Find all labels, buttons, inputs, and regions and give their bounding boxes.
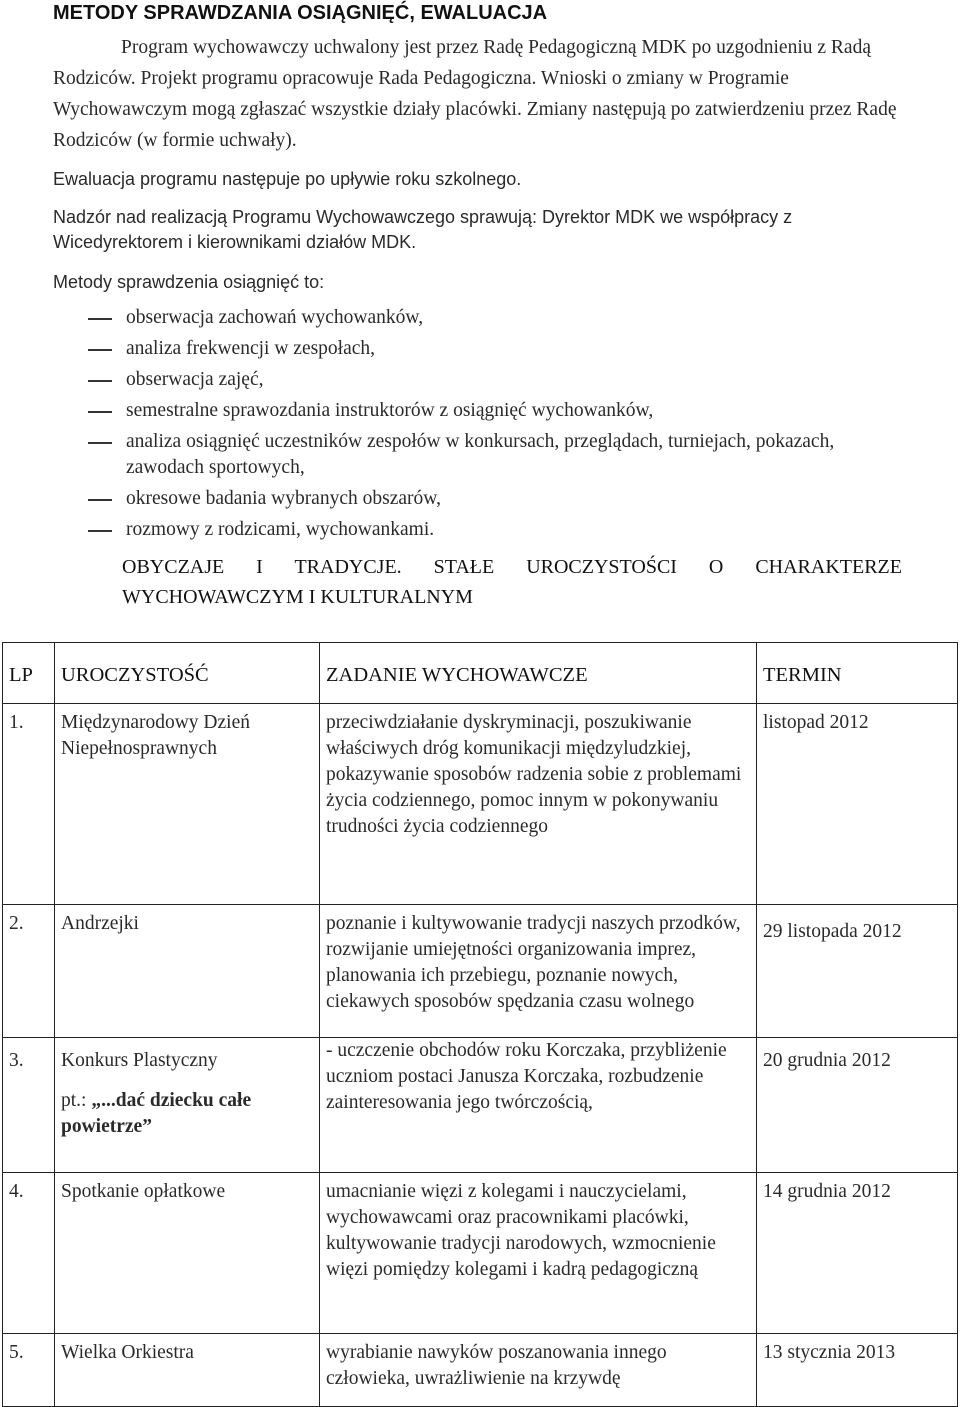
row-term: 14 grudnia 2012 <box>757 1173 958 1334</box>
list-item: okresowe badania wybranych obszarów, <box>126 488 441 509</box>
row-lp: 1. <box>3 704 55 905</box>
evaluation-paragraph: Ewaluacja programu następuje po upływie roku szkolnego. <box>53 169 522 189</box>
list-item: rozmowy z rodzicami, wychowankami. <box>126 519 435 540</box>
row-term-text: 29 listopada 2012 <box>763 921 902 942</box>
program-paragraph <box>53 32 913 156</box>
row-term: listopad 2012 <box>757 704 958 905</box>
list-item: obserwacja zajęć, <box>126 369 264 390</box>
table-row <box>3 1334 958 1407</box>
row-task: poznanie i kultywowanie tradycji naszych przodków, rozwijanie umiejętności organizowania imprez, planowania ich przebiegu, poznanie nowych, ciekawych sposobów spędzania czasu wolnego <box>320 905 757 1038</box>
table-row <box>3 1173 958 1334</box>
list-item: analiza frekwencji w zespołach, <box>126 338 376 359</box>
row-task: przeciwdziałanie dyskryminacji, poszukiwanie właściwych dróg komunikacji międzyludzkiej, pokazywanie sposobów radzenia sobie z problemami życia codziennego, pomoc innym w pokonywaniu trudności życia codziennego <box>320 704 757 905</box>
header-term: TERMIN <box>757 643 958 704</box>
row-term <box>757 905 958 1038</box>
row-event-note: pt.: „...dać dziecku całe powietrze” <box>61 1090 252 1137</box>
table-row <box>3 905 958 1038</box>
row-event-title: Konkurs Plastyczny <box>61 1050 218 1071</box>
list-item: semestralne sprawozdania instruktorów z osiągnięć wychowanków, <box>126 400 654 421</box>
row-event <box>55 1038 320 1173</box>
header-lp: LP <box>3 643 55 704</box>
header-task: ZADANIE WYCHOWAWCZE <box>320 643 757 704</box>
table-row <box>3 1038 958 1173</box>
row-lp: 2. <box>3 905 55 1038</box>
row-task: wyrabianie nawyków poszanowania innego człowieka, uwrażliwienie na krzywdę <box>320 1334 757 1407</box>
methods-intro: Metody sprawdzenia osiągnięć to: <box>53 272 325 292</box>
row-term: 13 stycznia 2013 <box>757 1334 958 1407</box>
row-lp: 3. <box>3 1038 55 1173</box>
celebrations-table <box>2 642 958 1407</box>
program-paragraph-text: Program wychowawczy uchwalony jest przez Radę Pedagogiczną MDK po uzgodnieniu z Radą Rodziców. Projekt programu opracowuje Rada Pedagogiczna. Wnioski o zmiany w Programie Wychowawczym mogą zgłaszać wszystkie działy placówki. Zmiany następują po zatwierdzeniu przez Radę Rodziców (w formie uchwały). <box>53 37 897 151</box>
row-task: umacnianie więzi z kolegami i nauczycielami, wychowawcami oraz pracownikami placówki, kultywowanie tradycji narodowych, wzmocnienie więzi pomiędzy kolegami i kadrą pedagogiczną <box>320 1173 757 1334</box>
row-lp: 4. <box>3 1173 55 1334</box>
table-header-row <box>3 643 958 704</box>
row-lp: 5. <box>3 1334 55 1407</box>
list-item: obserwacja zachowań wychowanków, <box>126 307 424 328</box>
row-event: Międzynarodowy Dzień Niepełnosprawnych <box>55 704 320 905</box>
supervision-paragraph: Nadzór nad realizacją Programu Wychowawczego sprawują: Dyrektor MDK we współpracy z Wicedyrektorem i kierownikami działów MDK. <box>53 207 793 252</box>
row-event: Andrzejki <box>55 905 320 1038</box>
header-event: UROCZYSTOŚĆ <box>55 643 320 704</box>
row-task: - uczczenie obchodów roku Korczaka, przybliżenie uczniom postaci Janusza Korczaka, rozbudzenie zainteresowania jego twórczością, <box>320 1038 757 1173</box>
table-row <box>3 704 958 905</box>
traditions-title: OBYCZAJE I TRADYCJE. STAŁE UROCZYSTOŚCI O CHARAKTERZE WYCHOWAWCZYM I KULTURALNYM <box>122 556 902 608</box>
row-event: Spotkanie opłatkowe <box>55 1173 320 1334</box>
row-term: 20 grudnia 2012 <box>757 1038 958 1173</box>
methods-list <box>88 305 908 548</box>
section-heading: METODY SPRAWDZANIA OSIĄGNIĘĆ, EWALUACJA <box>53 2 548 24</box>
row-event: Wielka Orkiestra <box>55 1334 320 1407</box>
list-item: analiza osiągnięć uczestników zespołów w konkursach, przeglądach, turniejach, pokazach, zawodach sportowych, <box>126 431 835 478</box>
